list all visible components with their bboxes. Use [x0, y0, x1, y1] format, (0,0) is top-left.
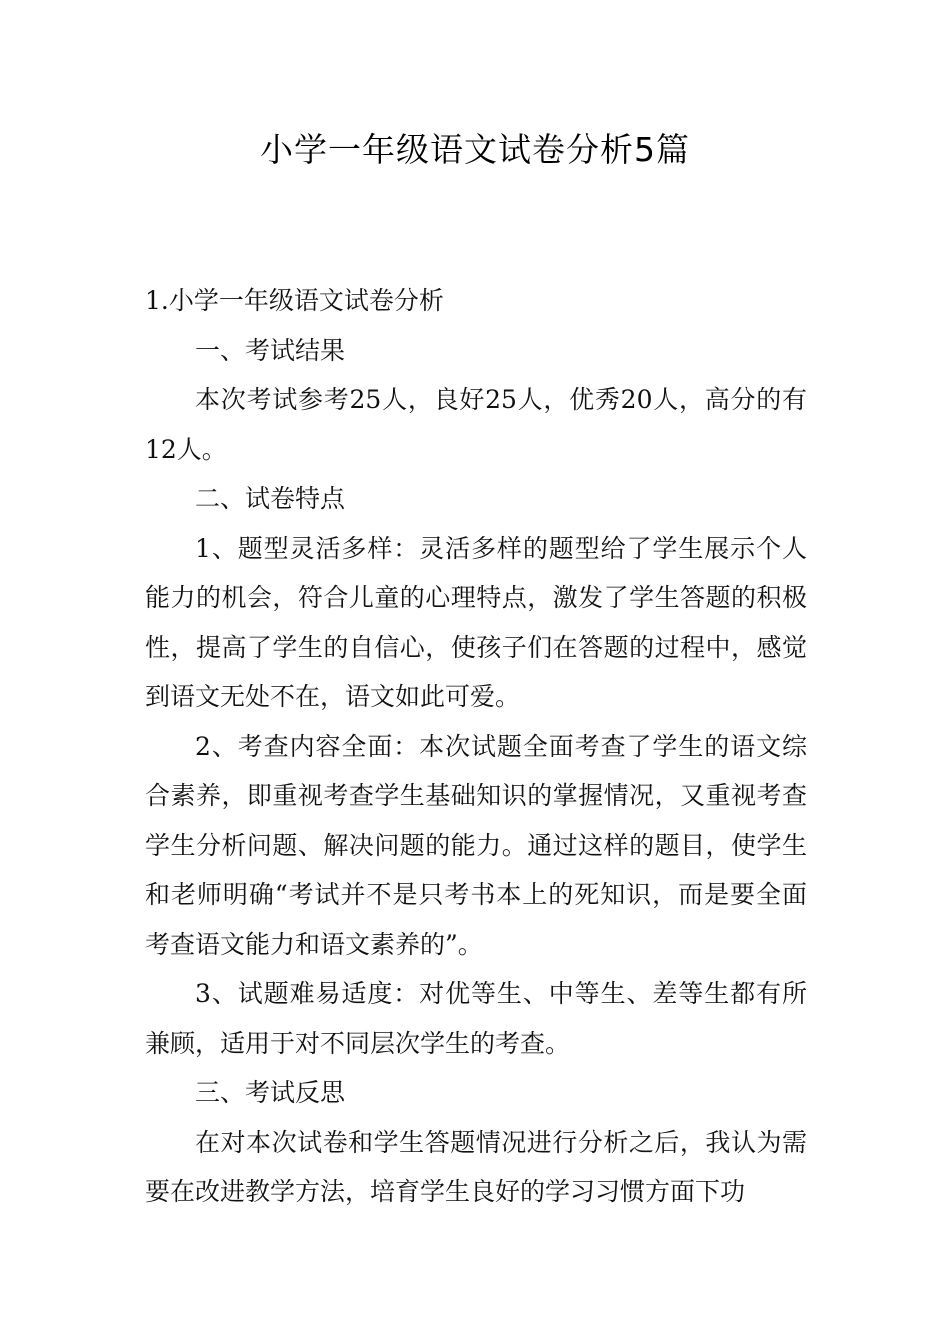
paragraph-exam-results: 本次考试参考25人，良好25人，优秀20人，高分的有12人。 — [145, 385, 807, 464]
document-title: 小学一年级语文试卷分析5篇 — [260, 130, 690, 169]
paragraph-feature-2: 2、考查内容全面：本次试题全面考查了学生的语文综合素养，即重视考查学生基础知识的掌握情况，又重视考查学生分析问题、解决问题的能力。通过这样的题目，使学生和老师明确“考试并不是只考书本上的死知识，而是要全面考查语文能力和语文素养的”。 — [145, 731, 807, 959]
paragraph-feature-1: 1、题型灵活多样：灵活多样的题型给了学生展示个人能力的机会，符合儿童的心理特点，激发了学生答题的积极性，提高了学生的自信心，使孩子们在答题的过程中，感觉到语文无处不在，语文如此可爱。 — [145, 533, 807, 711]
paragraph-feature-3: 3、试题难易适度：对优等生、中等生、差等生都有所兼顾，适用于对不同层次学生的考查。 — [145, 979, 807, 1058]
document-body — [145, 276, 807, 1217]
subheading-exam-results: 一、考试结果 — [195, 335, 346, 365]
section-heading-1: 1.小学一年级语文试卷分析 — [145, 286, 444, 315]
subheading-exam-reflection: 三、考试反思 — [195, 1078, 346, 1107]
subheading-paper-features: 二、试卷特点 — [195, 484, 346, 513]
paragraph-reflection: 在对本次试卷和学生答题情况进行分析之后，我认为需要在改进教学方法，培育学生良好的学习习惯方面下功 — [145, 1127, 807, 1206]
